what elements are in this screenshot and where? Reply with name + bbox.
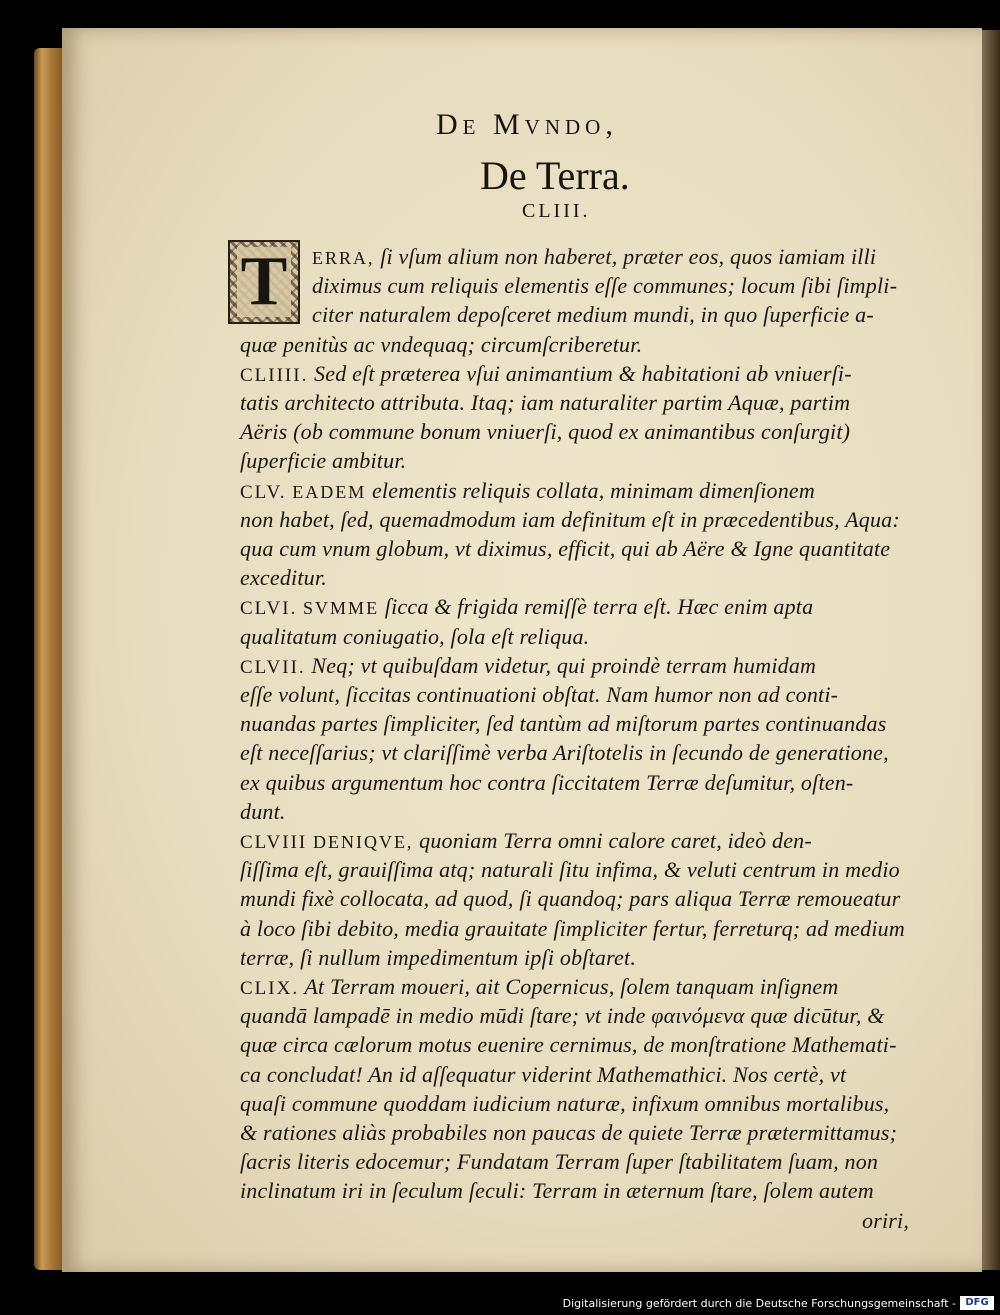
line-text: nuandas partes ſimpliciter, ſed tantùm ad miſtorum partes continuandas — [240, 711, 887, 737]
paragraph-number: CLV. — [240, 481, 287, 503]
section-title: De Terra. — [480, 153, 630, 198]
chapter-number: CLIII. — [522, 200, 591, 222]
line-text: Sed eſt præterea vſui animantium & habitationi ab vniuerſi- — [314, 360, 852, 386]
paragraph-number: CLIX. — [240, 978, 300, 999]
text-line — [240, 507, 900, 533]
text-line — [240, 974, 839, 1000]
line-text: ſiſſima eſt, grauiſſima atq; naturali ſitu infima, & veluti centrum in medio — [240, 857, 900, 883]
line-text: inclinatum iri in ſeculum ſeculi: Terram in æternum ſtare, ſolem autem — [240, 1178, 874, 1204]
line-text: qualitatum coniugatio, ſola eſt reliqua. — [240, 623, 590, 649]
line-text: exceditur. — [240, 565, 327, 591]
text-line — [240, 361, 852, 387]
decorated-initial — [228, 240, 300, 324]
digitization-footer — [0, 1292, 1000, 1315]
text-line — [240, 1149, 878, 1175]
line-text: eſſe volunt, ſiccitas continuationi obſtat. Nam humor non ad conti- — [240, 682, 839, 707]
line-text: à loco ſibi debito, media grauitate ſimpliciter fertur, ferreturq; ad medium — [240, 915, 905, 941]
line-text: quaſi commune quoddam iudicium naturæ, infixum omnibus mortalibus, — [240, 1090, 890, 1116]
paragraph-number: CLVII. — [240, 656, 306, 678]
line-text: At Terram moueri, ait Copernicus, ſolem tanquam inſignem — [304, 974, 839, 999]
drop-initial-letter: T — [237, 247, 292, 317]
line-text: terræ, ſi nullum impedimentum ipſi obſtaret. — [240, 944, 637, 970]
line-text: quoniam Terra omni calore caret, ideò den- — [413, 828, 812, 853]
line-text: qua cum vnum globum, vt diximus, efficit, qui ab Aëre & Igne quantitate — [240, 536, 891, 561]
line-text: quæ circa cælorum motus euenire cernimus, de monſtratione Mathemati- — [240, 1032, 897, 1058]
facing-page-edge — [980, 30, 1000, 1270]
line-text: & rationes aliàs probabiles non paucas de quiete Terræ prætermittamus; — [240, 1120, 898, 1145]
line-text: ex quibus argumentum hoc contra ſiccitatem Terræ deſumitur, oſten- — [240, 769, 854, 795]
line-text: oriri, — [862, 1207, 910, 1233]
line-text: citer naturalem depoſceret medium mundi, in quo ſuperficie a- — [312, 302, 874, 328]
text-line — [862, 1208, 909, 1234]
text-line — [240, 594, 813, 620]
line-text: ſicca & frigida remiſſè terra eſt. Hæc enim apta — [379, 594, 814, 620]
text-line — [240, 916, 905, 942]
text-line — [240, 1003, 885, 1029]
line-text: non habet, ſed, quemadmodum iam definitum eſt in præcedentibus, Aqua: — [240, 506, 900, 532]
text-line — [240, 682, 838, 708]
text-line — [240, 945, 636, 971]
text-line — [240, 1178, 874, 1204]
line-text: ca concludat! An id aſſequatur viderint Mathemathici. Nos certè, vt — [240, 1061, 847, 1087]
line-text: ſi vſum alium non haberet, præter eos, quos iamiam illi — [374, 244, 877, 269]
text-line — [240, 828, 812, 854]
text-line — [240, 740, 889, 766]
text-line — [240, 1120, 897, 1146]
line-text: quandā lampadē in medio mūdi ſtare; vt inde φαινόμενα quæ dicūtur, & — [240, 1003, 885, 1029]
small-caps-word: DENIQVE, — [312, 832, 414, 852]
line-text: ſuperficie ambitur. — [240, 448, 407, 474]
line-text: quæ penitùs ac vndequaq; circumſcriberetur. — [240, 331, 643, 357]
line-text: tatis architecto attributa. Itaq; iam naturaliter partim Aquæ, partim — [240, 390, 851, 415]
text-line — [312, 302, 874, 328]
text-line — [240, 711, 887, 737]
footer-text: Digitalisierung gefördert durch die Deutsche Forschungsgemeinschaft - — [562, 1297, 956, 1310]
text-line — [312, 244, 876, 270]
text-line — [240, 1032, 897, 1058]
line-text: mundi fixè collocata, ad quod, ſi quandoq; pars aliqua Terræ remoueatur — [240, 886, 901, 912]
text-line — [240, 799, 286, 825]
line-text: elementis reliquis collata, minimam dimenſionem — [366, 477, 815, 503]
paragraph-number: CLVIII — [240, 832, 308, 853]
line-text: Aëris (ob commune bonum vniuerſi, quod ex animantibus conſurgit) — [240, 419, 851, 445]
text-line — [240, 478, 815, 504]
text-line — [240, 536, 890, 562]
line-text: Neq; vt quibuſdam videtur, qui proindè terram humidam — [311, 652, 817, 678]
small-caps-word: ERRA, — [312, 248, 375, 268]
dfg-logo: DFG — [960, 1296, 994, 1310]
text-line — [240, 1062, 846, 1088]
small-caps-word: EADEM — [292, 481, 367, 502]
text-line — [240, 390, 850, 416]
text-line — [240, 624, 589, 650]
running-head: De Mvndo, — [436, 108, 618, 141]
line-text: diximus cum reliquis elementis eſſe communes; locum ſibi ſimpli- — [312, 273, 898, 299]
line-text: ſacris literis edocemur; Fundatam Terram ſuper ſtabilitatem ſuam, non — [240, 1149, 879, 1175]
text-line — [240, 1091, 889, 1117]
text-line — [240, 448, 406, 474]
text-line — [240, 419, 850, 445]
text-line — [240, 857, 900, 883]
text-line — [240, 332, 642, 358]
text-line — [312, 273, 897, 299]
text-line — [240, 770, 853, 796]
line-text: eſt neceſſarius; vt clariſſimè verba Ariſtotelis in ſecundo de generatione, — [240, 740, 889, 766]
paragraph-number: CLIIII. — [240, 364, 309, 386]
small-caps-word: SVMME — [303, 598, 380, 619]
line-text: dunt. — [240, 798, 286, 824]
text-line — [240, 886, 900, 912]
paragraph-number: CLVI. — [240, 598, 298, 620]
text-line — [240, 565, 327, 591]
text-line — [240, 653, 816, 679]
